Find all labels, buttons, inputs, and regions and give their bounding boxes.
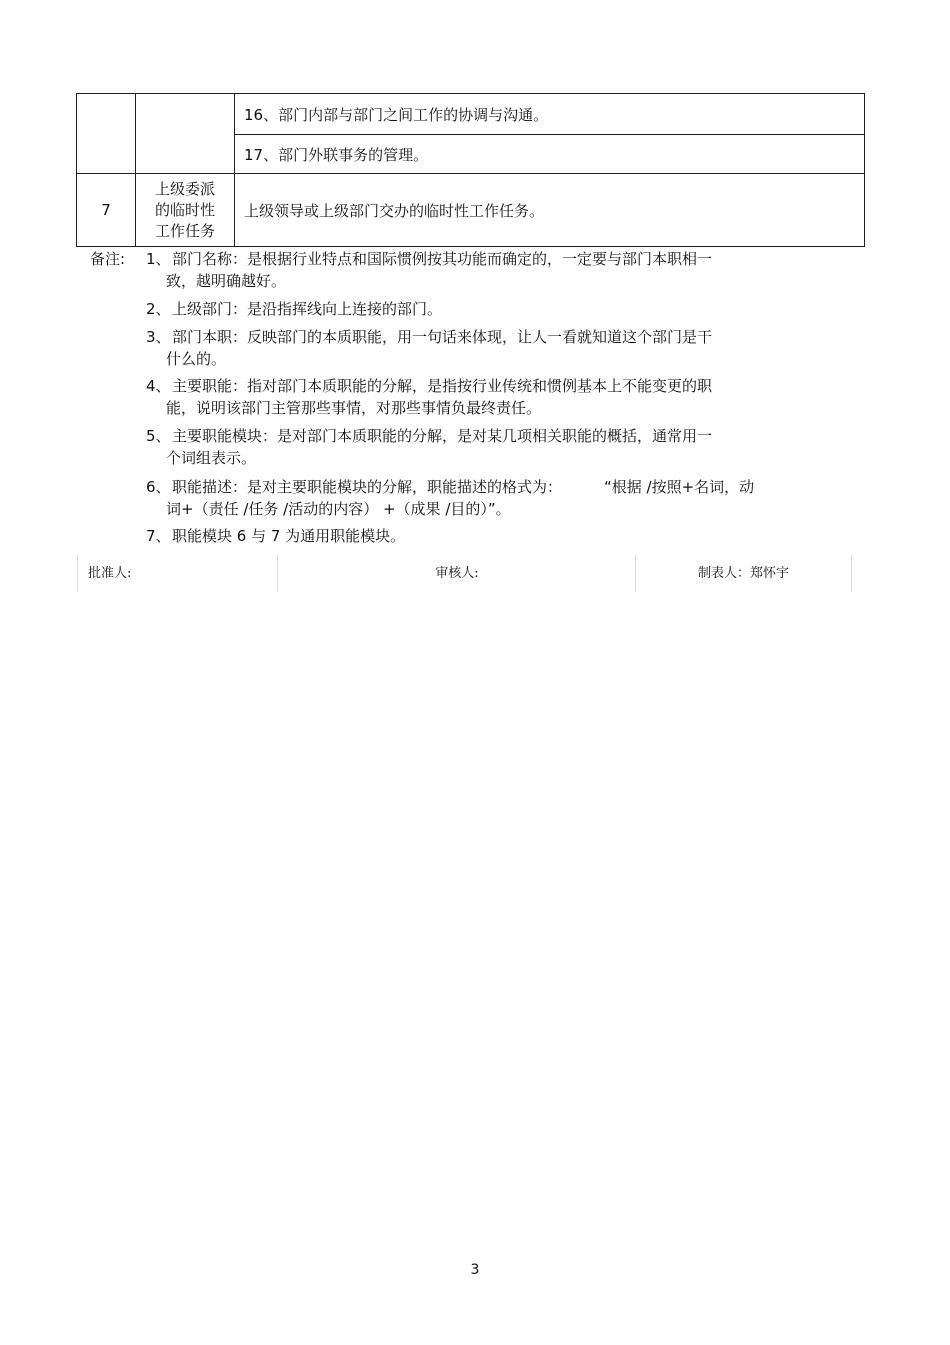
note-line: 能，说明该部门主管那些事情，对那些事情负最终责任。 bbox=[166, 399, 542, 417]
note-number: 2、 bbox=[146, 300, 171, 318]
approver-label: 批准人: bbox=[77, 555, 277, 592]
row-number-cell: 7 bbox=[77, 174, 136, 247]
note-line: 上级部门：是沿指挥线向上连接的部门。 bbox=[172, 300, 443, 318]
row-number-cell bbox=[77, 94, 136, 174]
note-line: 什么的。 bbox=[166, 350, 227, 368]
note-number: 6、 bbox=[146, 478, 171, 496]
module-line: 工作任务 bbox=[154, 221, 215, 240]
note-item bbox=[146, 375, 862, 419]
note-item bbox=[146, 525, 862, 547]
reviewer-label: 审核人: bbox=[277, 555, 636, 592]
note-line: 致，越明确越好。 bbox=[166, 272, 287, 290]
duty-table bbox=[76, 93, 865, 247]
note-line bbox=[146, 476, 862, 498]
note-number: 4、 bbox=[146, 377, 171, 395]
module-cell bbox=[136, 174, 235, 247]
note-item bbox=[146, 248, 862, 292]
note-number: 7、 bbox=[146, 527, 171, 545]
note-number: 1、 bbox=[146, 250, 171, 268]
table-row bbox=[77, 174, 865, 247]
module-line: 的临时性 bbox=[154, 200, 215, 219]
note-line: 主要职能模块：是对部门本质职能的分解，是对某几项相关职能的概括，通常用一 bbox=[172, 427, 713, 445]
note-item bbox=[146, 326, 862, 370]
module-line: 上级委派 bbox=[154, 179, 215, 198]
preparer-label: 制表人：郑怀宇 bbox=[635, 555, 852, 592]
duty-description: 16、部门内部与部门之间工作的协调与沟通。 bbox=[235, 94, 865, 135]
duty-description: 17、部门外联事务的管理。 bbox=[235, 135, 865, 174]
note-item bbox=[146, 425, 862, 469]
note-number: 5、 bbox=[146, 427, 171, 445]
table-row bbox=[77, 94, 865, 135]
note-line: 主要职能：指对部门本质职能的分解，是指按行业传统和惯例基本上不能变更的职 bbox=[172, 377, 713, 395]
note-line: 部门本职：反映部门的本质职能，用一句话来体现，让人一看就知道这个部门是干 bbox=[172, 328, 713, 346]
note-text: “根据 /按照+名词，动 bbox=[604, 478, 755, 496]
module-cell bbox=[136, 94, 235, 174]
signature-footer bbox=[77, 555, 850, 592]
note-line: 部门名称：是根据行业特点和国际惯例按其功能而确定的，一定要与部门本职相一 bbox=[172, 250, 713, 268]
note-text: 职能描述：是对主要职能模块的分解，职能描述的格式为： bbox=[172, 478, 563, 496]
note-item bbox=[146, 476, 862, 520]
notes-label: 备注: bbox=[90, 250, 126, 268]
note-number: 3、 bbox=[146, 328, 171, 346]
note-line: 词+（责任 /任务 /活动的内容） +（成果 /目的）”。 bbox=[166, 500, 511, 518]
note-item bbox=[146, 298, 862, 320]
note-line: 职能模块 6 与 7 为通用职能模块。 bbox=[172, 527, 406, 545]
duty-description: 上级领导或上级部门交办的临时性工作任务。 bbox=[235, 174, 865, 247]
note-line: 个词组表示。 bbox=[166, 449, 257, 467]
page-number: 3 bbox=[470, 1262, 480, 1278]
